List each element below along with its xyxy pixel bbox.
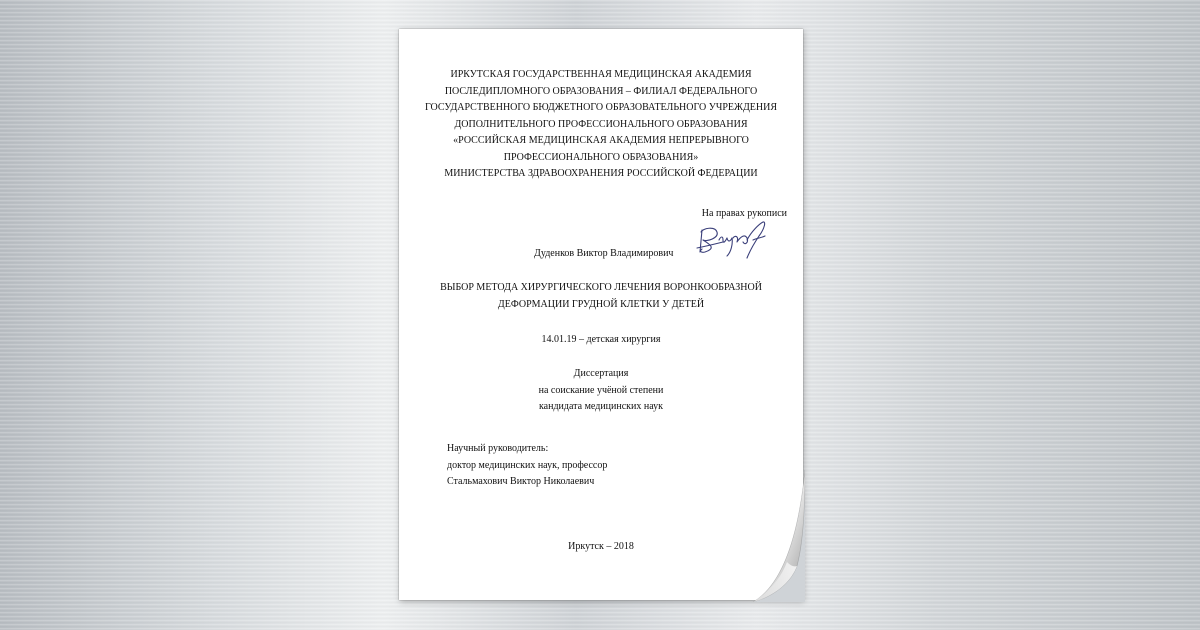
title-line: ВЫБОР МЕТОДА ХИРУРГИЧЕСКОГО ЛЕЧЕНИЯ ВОРОНКООБРАЗНОЙ bbox=[440, 282, 762, 293]
header-line: ПРОФЕССИОНАЛЬНОГО ОБРАЗОВАНИЯ» bbox=[503, 151, 699, 163]
dissertation-title bbox=[399, 279, 803, 313]
header-line: ГОСУДАРСТВЕННОГО БЮДЖЕТНОГО ОБРАЗОВАТЕЛЬНОГО УЧРЕЖДЕНИЯ bbox=[424, 102, 778, 113]
supervisor-line: Научный руководитель: bbox=[447, 443, 549, 454]
degree-statement bbox=[399, 366, 803, 416]
manuscript-note: На правах рукописи bbox=[701, 208, 787, 219]
signature bbox=[693, 218, 773, 264]
title-line: ДЕФОРМАЦИИ ГРУДНОЙ КЛЕТКИ У ДЕТЕЙ bbox=[497, 299, 705, 310]
header-line: «РОССИЙСКАЯ МЕДИЦИНСКАЯ АКАДЕМИЯ НЕПРЕРЫВНОГО bbox=[453, 135, 749, 146]
place-year: Иркутск – 2018 bbox=[568, 541, 634, 552]
degree-line: кандидата медицинских наук bbox=[538, 401, 664, 412]
document-page bbox=[399, 29, 803, 600]
supervisor-line: Стальмахович Виктор Николаевич bbox=[447, 476, 595, 487]
header-line: ПОСЛЕДИПЛОМНОГО ОБРАЗОВАНИЯ – ФИЛИАЛ ФЕДЕРАЛЬНОГО bbox=[444, 85, 758, 97]
institution-header bbox=[399, 67, 803, 183]
author-name: Дуденков Виктор Владимирович bbox=[534, 248, 674, 259]
supervisor-line: доктор медицинских наук, профессор bbox=[447, 459, 608, 471]
header-line: ДОПОЛНИТЕЛЬНОГО ПРОФЕССИОНАЛЬНОГО ОБРАЗОВАНИЯ bbox=[454, 118, 748, 130]
specialty-code: 14.01.19 – детская хирургия bbox=[541, 334, 661, 345]
supervisor-block bbox=[447, 441, 607, 491]
header-line: ИРКУТСКАЯ ГОСУДАРСТВЕННАЯ МЕДИЦИНСКАЯ АКАДЕМИЯ bbox=[450, 69, 752, 80]
degree-line: на соискание учёной степени bbox=[538, 384, 664, 396]
page-curl-icon bbox=[747, 470, 805, 602]
header-line: МИНИСТЕРСТВА ЗДРАВООХРАНЕНИЯ РОССИЙСКОЙ ФЕДЕРАЦИИ bbox=[444, 168, 758, 179]
degree-line: Диссертация bbox=[573, 368, 629, 379]
